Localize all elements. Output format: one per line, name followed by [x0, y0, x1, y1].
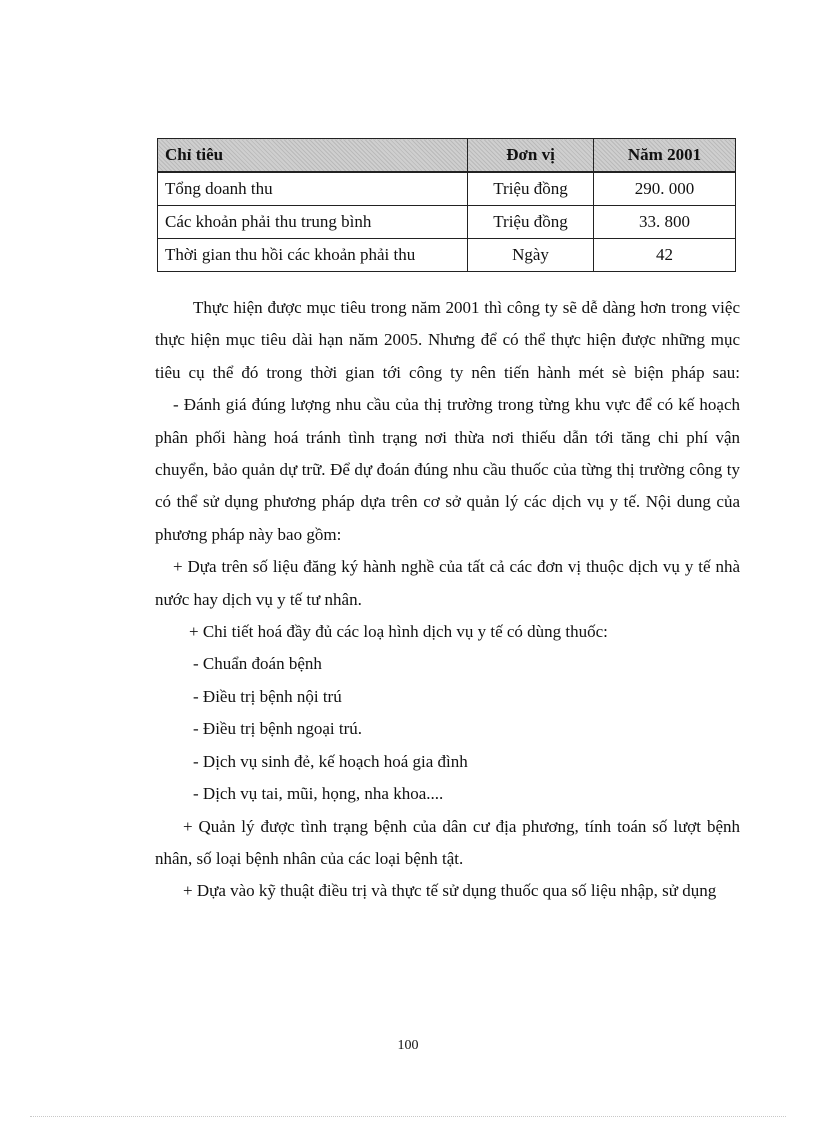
- cell-value: 42: [594, 239, 736, 272]
- header-year-2001: Năm 2001: [594, 139, 736, 173]
- paragraph-demand-assessment: - Đánh giá đúng lượng nhu cầu của thị trường trong từng khu vực để có kế hoạch phân phối hàng hoá tránh tình trạng nơi thừa nơi thiếu dẫn tới tăng chi phí vận chuyển, bảo quản dự trữ. Để dự đoán đúng nhu cầu thuốc của từng thị trường công ty có thể sử dụng phương pháp dựa trên cơ sở quản lý các dịch vụ y tế. Nội dung của phương pháp này bao gồm:: [155, 395, 740, 544]
- cell-unit: Triệu đồng: [468, 206, 594, 239]
- table-header-row: [158, 139, 736, 173]
- cell-indicator: Các khoản phải thu trung bình: [158, 206, 468, 239]
- cell-unit: Triệu đồng: [468, 172, 594, 206]
- indicator-table: [157, 138, 736, 272]
- page-bottom-divider: [30, 1116, 786, 1117]
- paragraph-treatment-techniques: + Dựa vào kỹ thuật điều trị và thực tế sử dụng thuốc qua số liệu nhập, sử dụng: [183, 881, 717, 901]
- page-number: 100: [397, 1038, 419, 1053]
- body-text: [155, 292, 740, 908]
- list-item: - Chuẩn đoán bệnh: [193, 654, 322, 674]
- cell-value: 290. 000: [594, 172, 736, 206]
- paragraph-disease-management: + Quản lý được tình trạng bệnh của dân cư địa phương, tính toán số lượt bệnh nhân, số loại bệnh nhân của các loại bệnh tật.: [155, 816, 740, 868]
- list-item: - Dịch vụ tai, mũi, họng, nha khoa....: [193, 784, 444, 804]
- cell-unit: Ngày: [468, 239, 594, 272]
- paragraph-registration-data: + Dựa trên số liệu đăng ký hành nghề của tất cả các đơn vị thuộc dịch vụ y tế nhà nước hay dịch vụ y tế tư nhân.: [155, 557, 740, 609]
- header-indicator: Chỉ tiêu: [158, 139, 468, 173]
- header-unit: Đơn vị: [468, 139, 594, 173]
- list-item: - Điều trị bệnh ngoại trú.: [193, 719, 363, 739]
- cell-indicator: Thời gian thu hồi các khoản phải thu: [158, 239, 468, 272]
- cell-value: 33. 800: [594, 206, 736, 239]
- table-row: [158, 206, 736, 239]
- paragraph-service-types: + Chi tiết hoá đầy đủ các loạ hình dịch vụ y tế có dùng thuốc:: [189, 622, 608, 642]
- list-item: - Điều trị bệnh nội trú: [193, 686, 342, 706]
- table-row: [158, 239, 736, 272]
- paragraph-intro: Thực hiện được mục tiêu trong năm 2001 thì công ty sẽ dễ dàng hơn trong việc thực hiện mục tiêu dài hạn năm 2005. Nhưng để có thể thực hiện được những mục tiêu cụ thể đó trong thời gian tới công ty nên tiến hành mét sè biện pháp sau:: [155, 298, 740, 382]
- list-item: - Dịch vụ sinh đẻ, kế hoạch hoá gia đình: [193, 751, 468, 771]
- cell-indicator: Tổng doanh thu: [158, 172, 468, 206]
- table-row: [158, 172, 736, 206]
